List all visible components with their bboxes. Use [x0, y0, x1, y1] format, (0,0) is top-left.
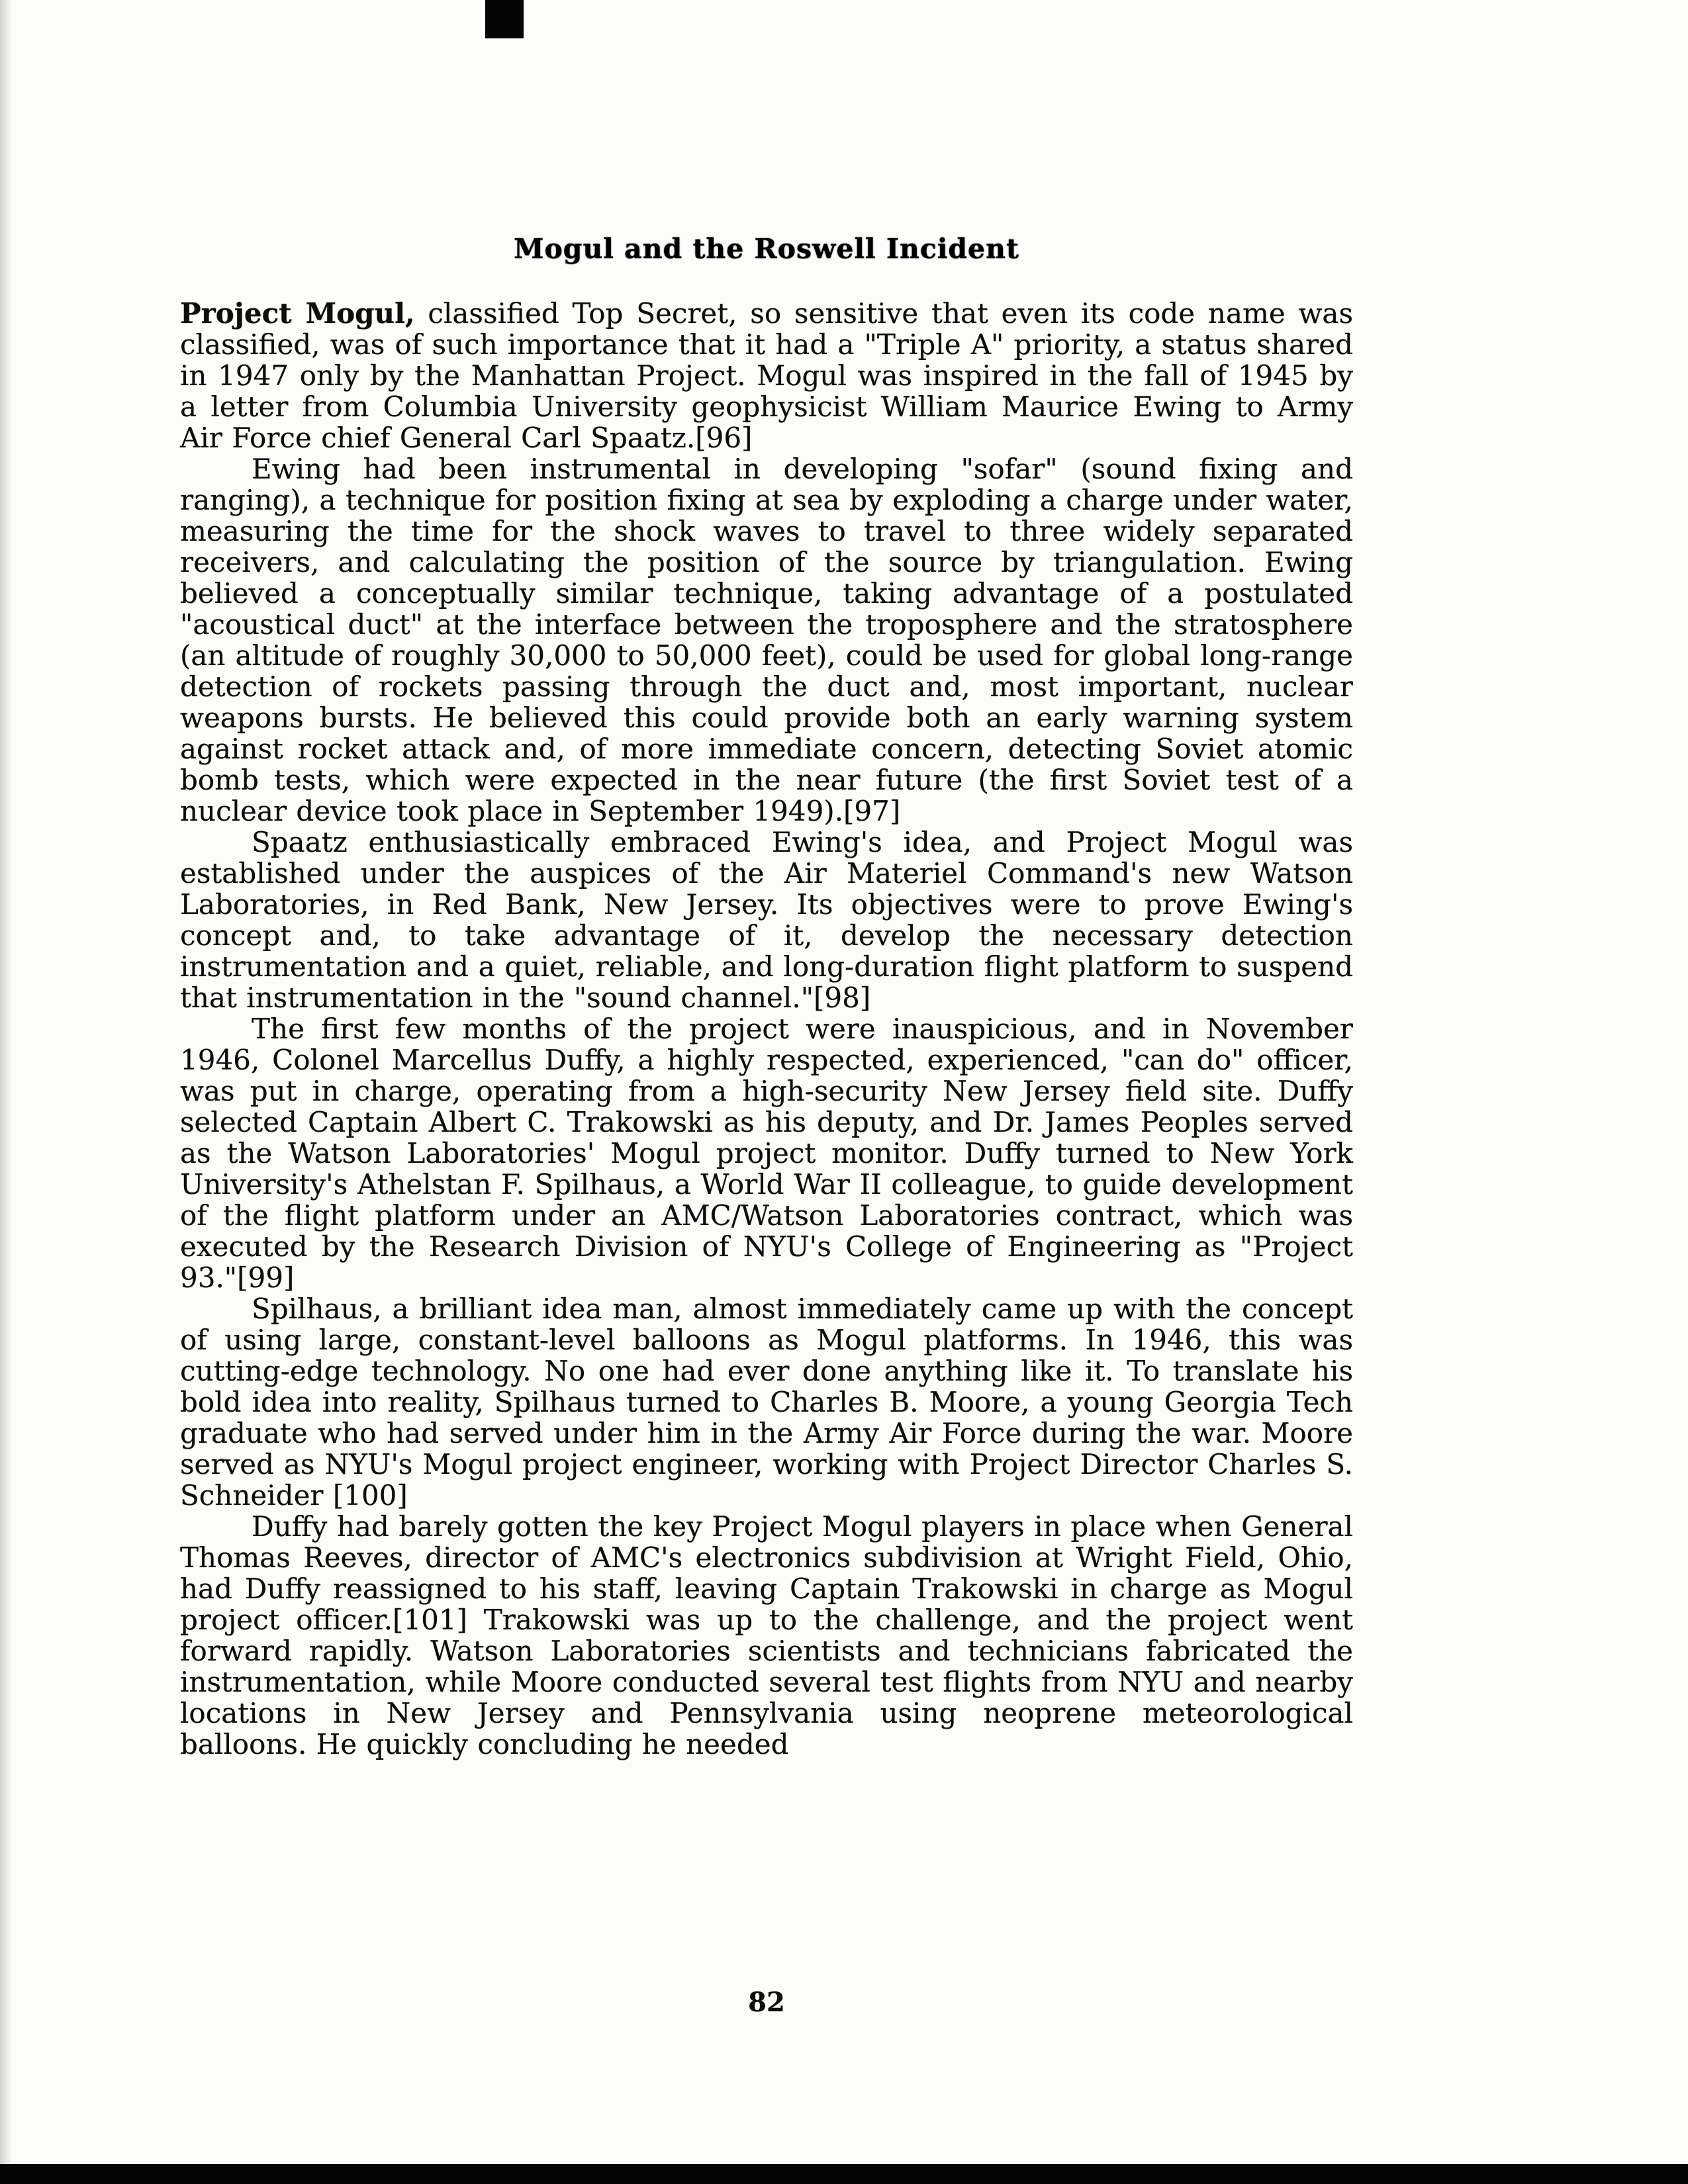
page-number: 82 [748, 1987, 785, 2018]
scan-edge-shadow [0, 0, 11, 2184]
paragraph [180, 1013, 1353, 1293]
paragraph [180, 827, 1353, 1013]
paragraph [180, 1293, 1353, 1511]
paragraph [180, 1511, 1353, 1760]
scan-artifact-bottom [0, 2164, 1688, 2184]
paragraph-text: classified Top Secret, so sensitive that even its code name was classified, was of such importance that it had a "Triple A" priority, a status shared in 1947 only by the Manhattan Project. Mogul was inspired in the fall of 1945 by a letter from Columbia University geophysicist William Maurice Ewing to Army Air Force chief General Carl Spaatz.[96] [180, 297, 1353, 454]
paragraph-text: Spilhaus, a brilliant idea man, almost immediately came up with the concept of using large, constant-level balloons as Mogul platforms. In 1946, this was cutting-edge technology. No one had ever done anything like it. To translate his bold idea into reality, Spilhaus turned to Charles B. Moore, a young Georgia Tech graduate who had served under him in the Army Air Force during the war. Moore served as NYU's Mogul project engineer, working with Project Director Charles S. Schneider [100] [180, 1293, 1353, 1512]
paragraph-lead: Project Mogul, [180, 297, 415, 330]
scan-artifact-top [485, 0, 524, 38]
paragraph-text: The first few months of the project were inauspicious, and in November 1946, Colonel Marcellus Duffy, a highly respected, experienced, "can do" officer, was put in charge, operating from a high-security New Jersey field site. Duffy selected Captain Albert C. Trakowski as his deputy, and Dr. James Peoples served as the Watson Laboratories' Mogul project monitor. Duffy turned to New York University's Athelstan F. Spilhaus, a World War II colleague, to guide development of the flight platform under an AMC/Watson Laboratories contract, which was executed by the Research Division of NYU's College of Engineering as "Project 93."[99] [180, 1013, 1353, 1294]
paragraph [180, 298, 1353, 453]
page-title: Mogul and the Roswell Incident [514, 233, 1019, 265]
text-block [180, 233, 1353, 1760]
paragraph-text: Duffy had barely gotten the key Project Mogul players in place when General Thomas Reeves, director of AMC's electronics subdivision at Wright Field, Ohio, had Duffy reassigned to his staff, leaving Captain Trakowski in charge as Mogul project officer.[101] Trakowski was up to the challenge, and the project went forward rapidly. Watson Laboratories scientists and technicians fabricated the instrumentation, while Moore conducted several test flights from NYU and nearby locations in New Jersey and Pennsylvania using neoprene meteorological balloons. He quickly concluding he needed [180, 1510, 1353, 1760]
paragraph [180, 453, 1353, 827]
paragraph-text: Ewing had been instrumental in developing "sofar" (sound fixing and ranging), a technique for position fixing at sea by exploding a charge under water, measuring the time for the shock waves to travel to three widely separated receivers, and calculating the position of the source by triangulation. Ewing believed a conceptually similar technique, taking advantage of a postulated "acoustical duct" at the interface between the troposphere and the stratosphere (an altitude of roughly 30,000 to 50,000 feet), could be used for global long-range detection of rockets passing through the duct and, most important, nuclear weapons bursts. He believed this could provide both an early warning system against rocket attack and, of more immediate concern, detecting Soviet atomic bomb tests, which were expected in the near future (the first Soviet test of a nuclear device took place in September 1949).[97] [180, 453, 1353, 827]
paragraph-text: Spaatz enthusiastically embraced Ewing's idea, and Project Mogul was established under the auspices of the Air Materiel Command's new Watson Laboratories, in Red Bank, New Jersey. Its objectives were to prove Ewing's concept and, to take advantage of it, develop the necessary detection instrumentation and a quiet, reliable, and long-duration flight platform to suspend that instrumentation in the "sound channel."[98] [180, 826, 1353, 1014]
